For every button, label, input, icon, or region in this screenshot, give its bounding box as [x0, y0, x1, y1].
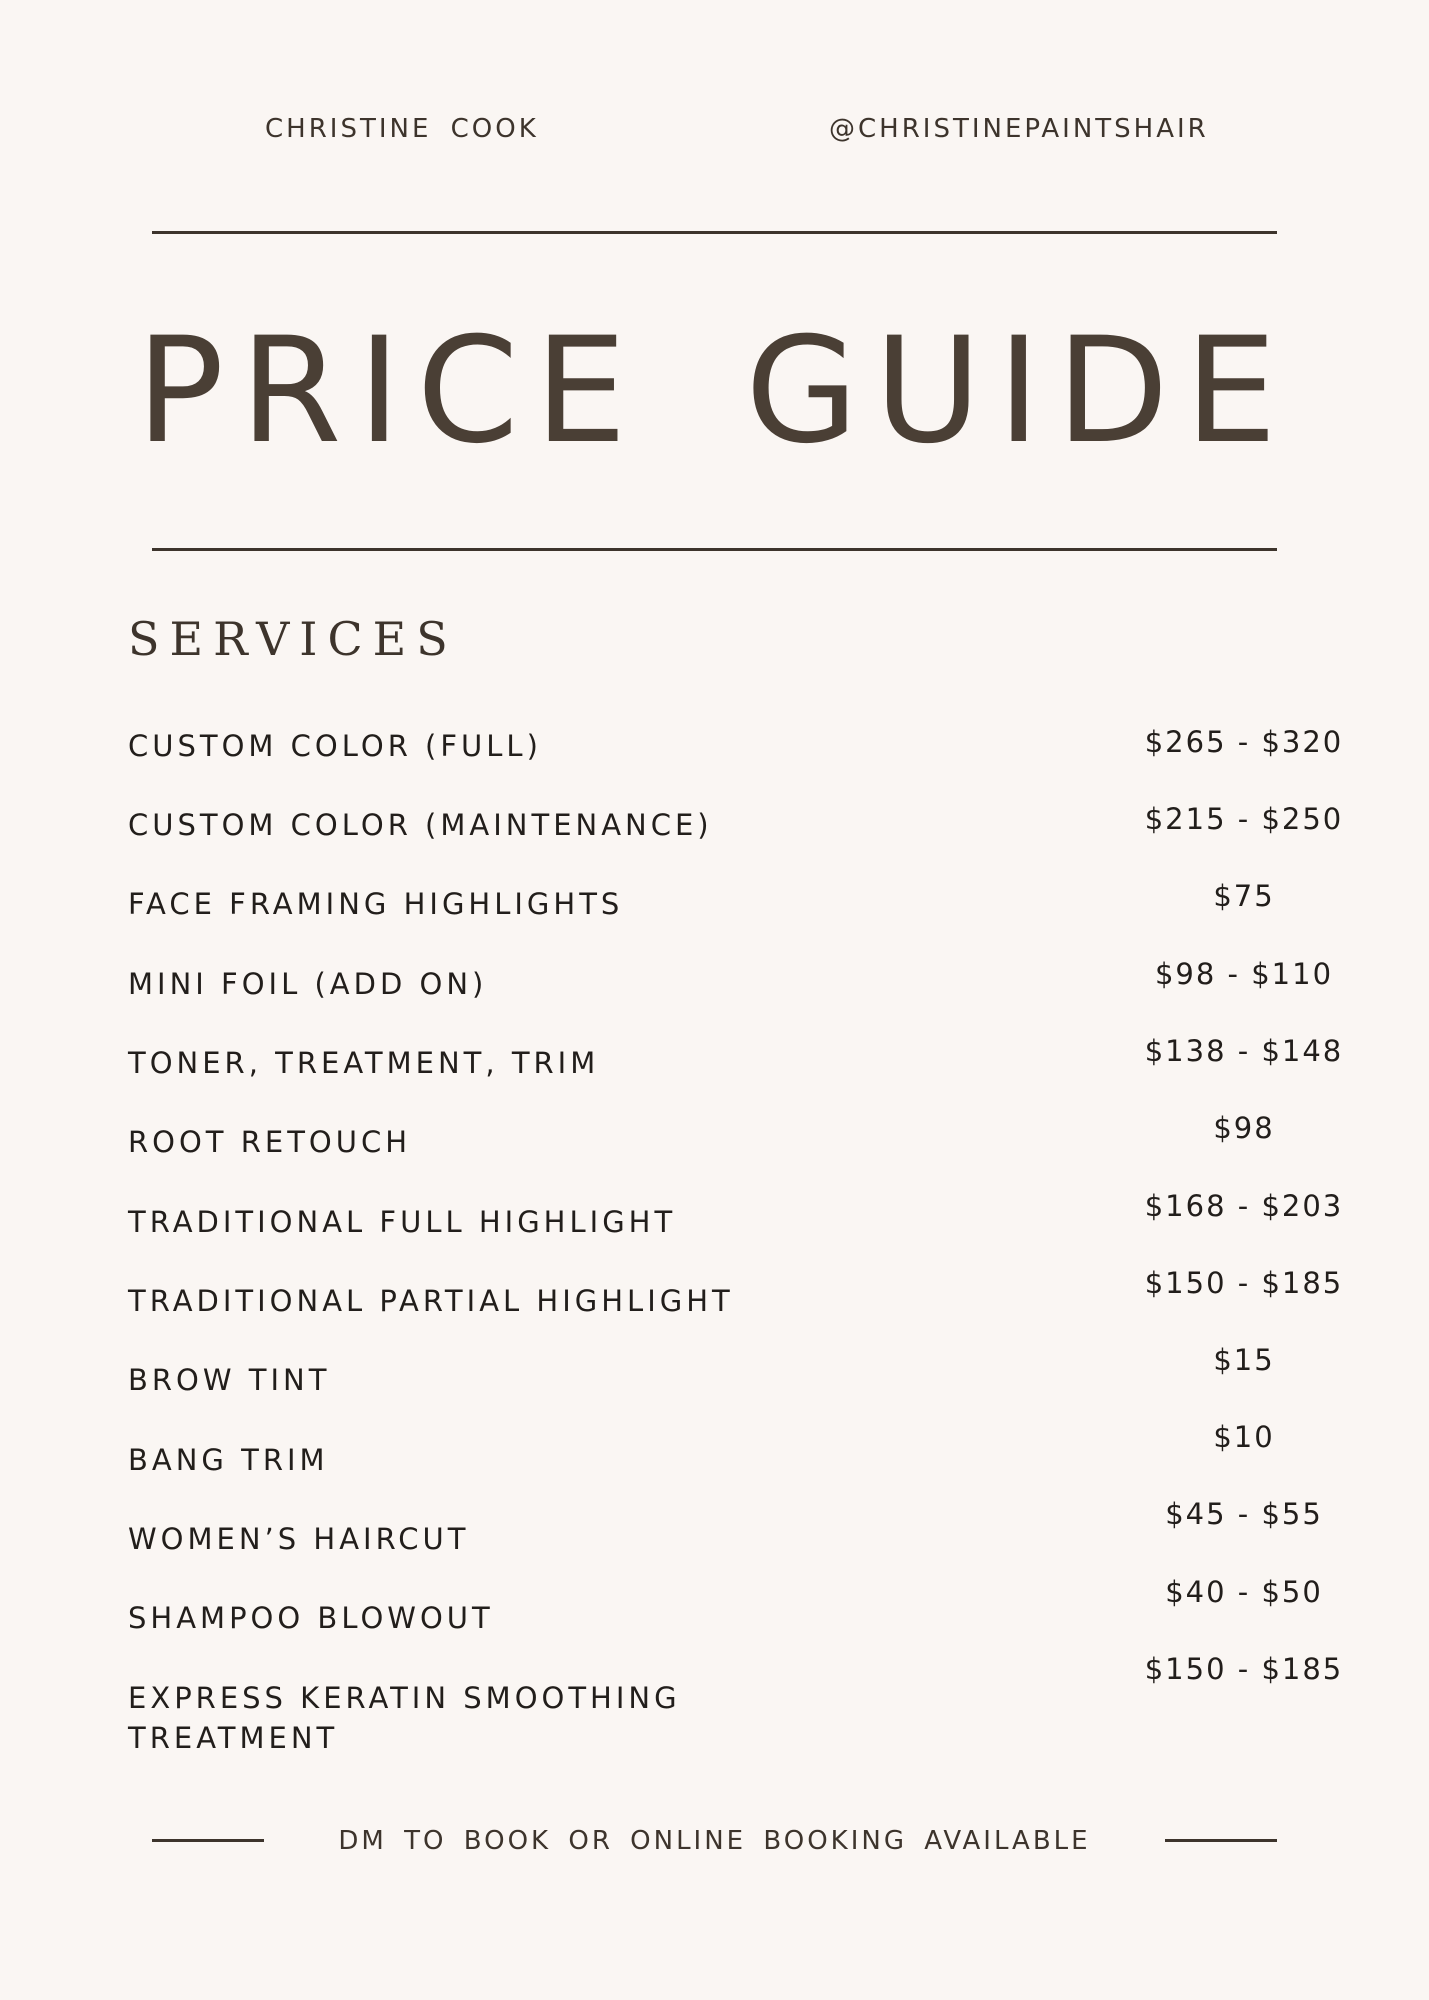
service-price: $10 — [1213, 1420, 1275, 1454]
service-name: MINI FOIL (ADD ON) — [128, 967, 488, 1001]
top-divider — [152, 231, 1277, 234]
service-name: TRADITIONAL PARTIAL HIGHLIGHT — [128, 1284, 734, 1318]
service-name: TONER, TREATMENT, TRIM — [128, 1046, 600, 1080]
header-name: CHRISTINE COOK — [265, 114, 539, 144]
page-title: PRICE GUIDE — [136, 306, 1293, 476]
service-price: $215 - $250 — [1144, 802, 1344, 836]
service-price: $40 - $50 — [1165, 1575, 1323, 1609]
service-price: $168 - $203 — [1144, 1189, 1344, 1223]
service-name: ROOT RETOUCH — [128, 1125, 412, 1159]
service-price: $45 - $55 — [1165, 1497, 1323, 1531]
header-handle: @CHRISTINEPAINTSHAIR — [829, 114, 1209, 144]
service-name: TRADITIONAL FULL HIGHLIGHT — [128, 1205, 677, 1239]
service-price: $150 - $185 — [1144, 1266, 1344, 1300]
section-title: SERVICES — [128, 612, 458, 666]
middle-divider — [152, 548, 1277, 551]
footer-line-left — [152, 1839, 264, 1842]
service-price: $15 — [1213, 1343, 1275, 1377]
service-price: $98 - $110 — [1154, 957, 1334, 991]
service-name: BROW TINT — [128, 1363, 331, 1397]
service-price: $98 — [1213, 1111, 1275, 1145]
service-name: CUSTOM COLOR (MAINTENANCE) — [128, 808, 713, 842]
service-price: $138 - $148 — [1144, 1034, 1344, 1068]
service-name: BANG TRIM — [128, 1443, 329, 1477]
service-name: FACE FRAMING HIGHLIGHTS — [128, 887, 624, 921]
service-price: $75 — [1213, 879, 1275, 913]
service-price: $265 - $320 — [1144, 725, 1344, 759]
service-name: CUSTOM COLOR (FULL) — [128, 729, 542, 763]
service-name: WOMEN’S HAIRCUT — [128, 1522, 470, 1556]
footer-line-right — [1165, 1839, 1277, 1842]
footer-text: DM TO BOOK OR ONLINE BOOKING AVAILABLE — [338, 1826, 1091, 1856]
service-price: $150 - $185 — [1144, 1652, 1344, 1686]
service-name: SHAMPOO BLOWOUT — [128, 1601, 494, 1635]
service-name: EXPRESS KERATIN SMOOTHING TREATMENT — [128, 1681, 681, 1755]
